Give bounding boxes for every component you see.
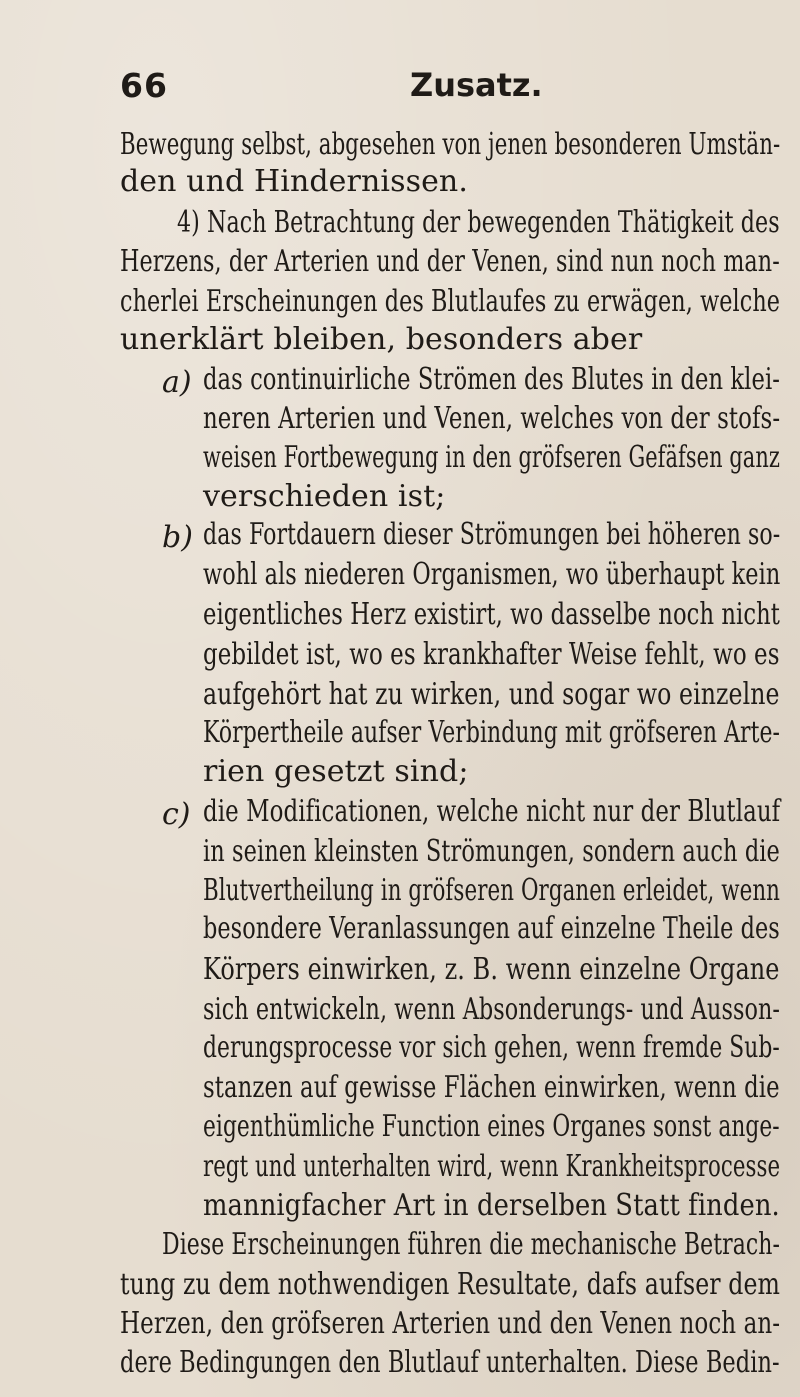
text-line: Körpertheile aufser Verbindung mit gröfseren Arte- (203, 715, 781, 750)
text-line: neren Arterien und Venen, welches von der stofs- (203, 401, 781, 436)
text-line: 4) Nach Betrachtung der bewegenden Thätigkeit des (177, 205, 780, 240)
text-line: dere Bedingungen den Blutlauf unterhalten. Diese Bedin- (120, 1345, 780, 1380)
text-line: wohl als niederen Organismen, wo überhaupt kein (203, 557, 781, 592)
text-line: stanzen auf gewisse Flächen einwirken, wenn die (203, 1070, 780, 1105)
running-head: Zusatz. (410, 66, 543, 104)
text-line: Herzens, der Arterien und der Venen, sind nun noch man- (120, 244, 780, 279)
text-line: das Fortdauern dieser Strömungen bei höheren so- (203, 517, 781, 552)
list-marker-a: a) (162, 365, 192, 400)
list-marker-c: c) (162, 797, 191, 832)
text-line: Bewegung selbst, abgesehen von jenen besonderen Umstän- (120, 127, 781, 162)
text-line: eigenthümliche Function eines Organes sonst ange- (203, 1109, 780, 1144)
text-line: Körpers einwirken, z. B. wenn einzelne Organe (203, 952, 780, 987)
text-line: das continuirliche Strömen des Blutes in den klei- (203, 362, 780, 397)
text-line: cherlei Erscheinungen des Blutlaufes zu erwägen, welche (120, 284, 781, 319)
text-line: Blutvertheilung in gröfseren Organen erleidet, wenn (203, 873, 781, 908)
text-line: besondere Veranlassungen auf einzelne Theile des (203, 911, 780, 946)
text-line: sich entwickeln, wenn Absonderungs- und Ausson- (203, 992, 781, 1027)
text-line: weisen Fortbewegung in den gröfseren Gefäfsen ganz (203, 440, 780, 475)
text-line: Herzen, den gröfseren Arterien und den Venen noch an- (120, 1306, 781, 1341)
text-line: die Modificationen, welche nicht nur der Blutlauf (203, 794, 781, 829)
text-line: tung zu dem nothwendigen Resultate, dafs aufser dem (120, 1267, 781, 1302)
text-line: Diese Erscheinungen führen die mechanische Betrach- (162, 1227, 781, 1262)
text-line: den und Hindernissen. (120, 164, 468, 199)
text-line: rien gesetzt sind; (203, 754, 469, 789)
text-line: unerklärt bleiben, besonders aber (120, 322, 643, 357)
text-line: in seinen kleinsten Strömungen, sondern auch die (203, 834, 780, 869)
text-line: mannigfacher Art in derselben Statt finden. (203, 1188, 780, 1223)
text-line: aufgehört hat zu wirken, und sogar wo einzelne (203, 677, 780, 712)
text-line: regt und unterhalten wird, wenn Krankheitsprocesse (203, 1149, 781, 1184)
page-header (120, 66, 760, 106)
text-line: gebildet ist, wo es krankhafter Weise fehlt, wo es (203, 637, 780, 672)
page-number: 66 (120, 66, 168, 105)
text-line: verschieden ist; (203, 479, 446, 514)
text-line: eigentliches Herz existirt, wo dasselbe noch nicht (203, 597, 780, 632)
text-line: derungsprocesse vor sich gehen, wenn fremde Sub- (203, 1030, 780, 1065)
list-marker-b: b) (162, 520, 193, 555)
